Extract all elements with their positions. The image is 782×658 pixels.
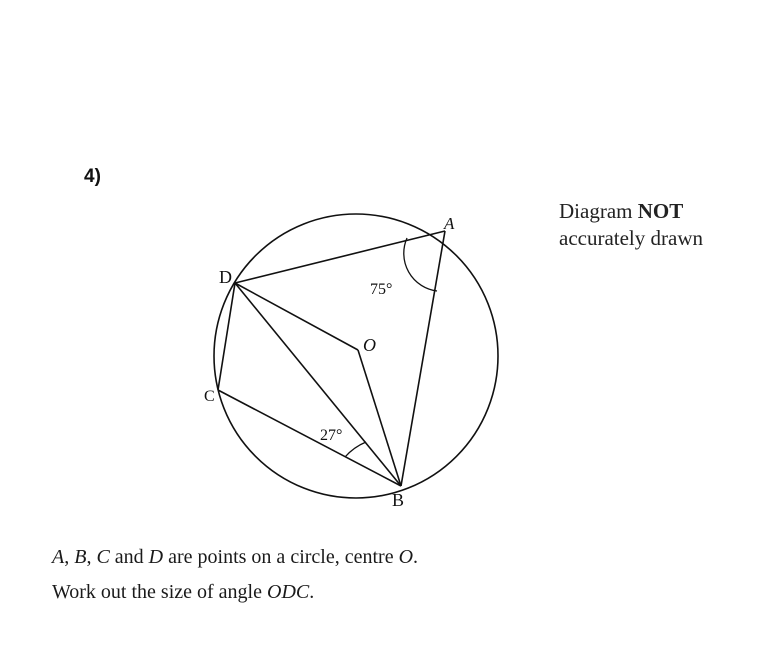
question-text-line-1: A, B, C and D are points on a circle, centre O. — [52, 546, 419, 568]
chord-DB — [235, 283, 401, 486]
label-A: A — [444, 214, 455, 233]
note-line-1: Diagram NOT — [559, 199, 684, 223]
segment-DO — [235, 283, 358, 350]
angle-arc-A — [404, 238, 437, 291]
label-B: B — [392, 490, 405, 510]
chord-CB — [218, 390, 401, 486]
label-C: C — [204, 388, 215, 405]
circle — [214, 214, 498, 498]
question-number: 4) — [84, 166, 101, 187]
note-not-bold: NOT — [637, 199, 684, 223]
label-D: D — [219, 267, 232, 287]
chord-DA — [235, 231, 445, 283]
angle-arc-B — [345, 442, 366, 457]
angle-label-75: 75° — [370, 281, 393, 298]
question-text-line-2: Work out the size of angle ODC. — [52, 581, 315, 603]
segment-OB — [358, 350, 401, 486]
angle-label-27: 27° — [320, 427, 343, 444]
note-line-2: accurately drawn — [559, 226, 703, 250]
label-O: O — [363, 335, 376, 355]
